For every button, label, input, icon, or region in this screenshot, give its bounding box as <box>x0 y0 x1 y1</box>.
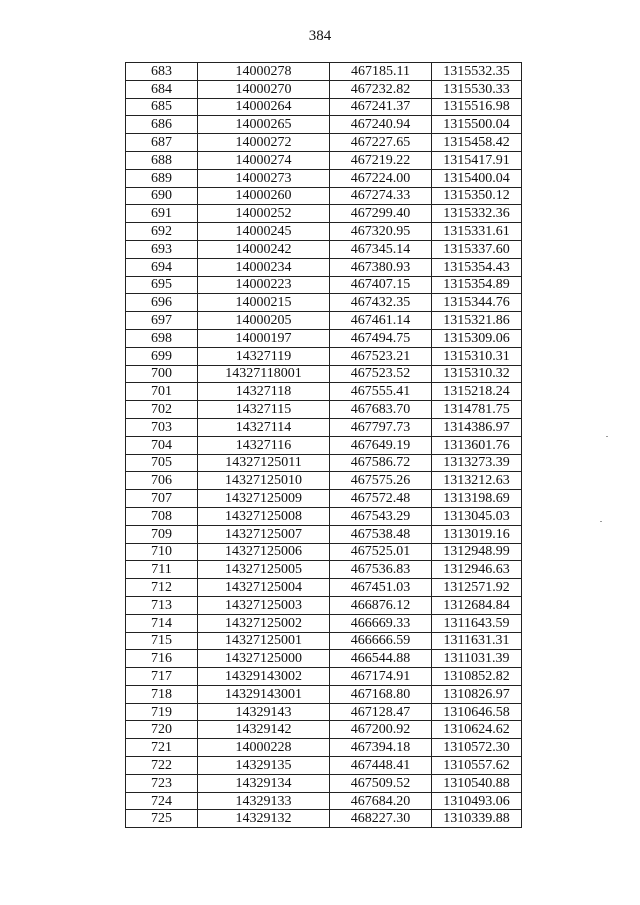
table-row <box>126 240 522 258</box>
y-coordinate-cell: 1315417.91 <box>432 151 522 169</box>
y-coordinate-cell: 1315218.24 <box>432 383 522 401</box>
x-coordinate-cell: 467227.65 <box>330 134 432 152</box>
point-id-cell: 14000274 <box>198 151 330 169</box>
x-coordinate-cell: 466666.59 <box>330 632 432 650</box>
point-number-cell: 705 <box>126 454 198 472</box>
table-row <box>126 490 522 508</box>
point-number-cell: 704 <box>126 436 198 454</box>
y-coordinate-cell: 1310826.97 <box>432 685 522 703</box>
y-coordinate-cell: 1310493.06 <box>432 792 522 810</box>
point-id-cell: 14329133 <box>198 792 330 810</box>
x-coordinate-cell: 467274.33 <box>330 187 432 205</box>
point-number-cell: 683 <box>126 63 198 81</box>
y-coordinate-cell: 1315337.60 <box>432 240 522 258</box>
point-number-cell: 694 <box>126 258 198 276</box>
x-coordinate-cell: 467509.52 <box>330 774 432 792</box>
point-number-cell: 712 <box>126 579 198 597</box>
table-row <box>126 80 522 98</box>
point-id-cell: 14000197 <box>198 329 330 347</box>
point-id-cell: 14000265 <box>198 116 330 134</box>
point-number-cell: 724 <box>126 792 198 810</box>
y-coordinate-cell: 1310852.82 <box>432 668 522 686</box>
point-id-cell: 14000245 <box>198 223 330 241</box>
table-row <box>126 543 522 561</box>
point-id-cell: 14329143002 <box>198 668 330 686</box>
point-number-cell: 686 <box>126 116 198 134</box>
x-coordinate-cell: 467543.29 <box>330 507 432 525</box>
table-row <box>126 757 522 775</box>
x-coordinate-cell: 466876.12 <box>330 596 432 614</box>
point-number-cell: 721 <box>126 739 198 757</box>
point-id-cell: 14327125005 <box>198 561 330 579</box>
x-coordinate-cell: 467683.70 <box>330 401 432 419</box>
table-row <box>126 134 522 152</box>
point-number-cell: 707 <box>126 490 198 508</box>
scan-speck <box>600 521 602 522</box>
table-row <box>126 507 522 525</box>
y-coordinate-cell: 1310624.62 <box>432 721 522 739</box>
point-id-cell: 14329143001 <box>198 685 330 703</box>
x-coordinate-cell: 467555.41 <box>330 383 432 401</box>
point-number-cell: 716 <box>126 650 198 668</box>
x-coordinate-cell: 467538.48 <box>330 525 432 543</box>
scan-speck <box>606 436 608 437</box>
x-coordinate-cell: 466669.33 <box>330 614 432 632</box>
x-coordinate-cell: 467461.14 <box>330 312 432 330</box>
point-id-cell: 14327119 <box>198 347 330 365</box>
table-row <box>126 151 522 169</box>
table-row <box>126 614 522 632</box>
point-id-cell: 14329134 <box>198 774 330 792</box>
y-coordinate-cell: 1310646.58 <box>432 703 522 721</box>
table-row <box>126 347 522 365</box>
y-coordinate-cell: 1310339.88 <box>432 810 522 828</box>
x-coordinate-cell: 467451.03 <box>330 579 432 597</box>
y-coordinate-cell: 1313273.39 <box>432 454 522 472</box>
table-row <box>126 63 522 81</box>
table-row <box>126 329 522 347</box>
x-coordinate-cell: 467200.92 <box>330 721 432 739</box>
x-coordinate-cell: 467219.22 <box>330 151 432 169</box>
coordinates-table <box>125 62 522 828</box>
point-id-cell: 14327125004 <box>198 579 330 597</box>
point-id-cell: 14000270 <box>198 80 330 98</box>
point-number-cell: 706 <box>126 472 198 490</box>
x-coordinate-cell: 468227.30 <box>330 810 432 828</box>
y-coordinate-cell: 1313212.63 <box>432 472 522 490</box>
point-id-cell: 14327125008 <box>198 507 330 525</box>
x-coordinate-cell: 467168.80 <box>330 685 432 703</box>
point-number-cell: 702 <box>126 401 198 419</box>
y-coordinate-cell: 1315354.89 <box>432 276 522 294</box>
point-number-cell: 715 <box>126 632 198 650</box>
x-coordinate-cell: 467232.82 <box>330 80 432 98</box>
point-id-cell: 14327125003 <box>198 596 330 614</box>
table-row <box>126 685 522 703</box>
x-coordinate-cell: 467185.11 <box>330 63 432 81</box>
point-id-cell: 14000215 <box>198 294 330 312</box>
x-coordinate-cell: 467394.18 <box>330 739 432 757</box>
table-row <box>126 810 522 828</box>
x-coordinate-cell: 467345.14 <box>330 240 432 258</box>
point-id-cell: 14000278 <box>198 63 330 81</box>
table-row <box>126 401 522 419</box>
point-id-cell: 14327125000 <box>198 650 330 668</box>
point-id-cell: 14327125001 <box>198 632 330 650</box>
x-coordinate-cell: 467448.41 <box>330 757 432 775</box>
point-number-cell: 709 <box>126 525 198 543</box>
point-id-cell: 14329143 <box>198 703 330 721</box>
y-coordinate-cell: 1312571.92 <box>432 579 522 597</box>
point-id-cell: 14000272 <box>198 134 330 152</box>
point-number-cell: 689 <box>126 169 198 187</box>
x-coordinate-cell: 467380.93 <box>330 258 432 276</box>
table-row <box>126 205 522 223</box>
table-row <box>126 383 522 401</box>
table-row <box>126 632 522 650</box>
table-row <box>126 312 522 330</box>
page-number: 384 <box>308 28 332 44</box>
table-row <box>126 418 522 436</box>
y-coordinate-cell: 1313198.69 <box>432 490 522 508</box>
x-coordinate-cell: 467494.75 <box>330 329 432 347</box>
point-number-cell: 722 <box>126 757 198 775</box>
x-coordinate-cell: 467224.00 <box>330 169 432 187</box>
y-coordinate-cell: 1315500.04 <box>432 116 522 134</box>
coordinates-table-body <box>126 63 522 828</box>
point-number-cell: 693 <box>126 240 198 258</box>
point-id-cell: 14000234 <box>198 258 330 276</box>
table-row <box>126 561 522 579</box>
table-row <box>126 223 522 241</box>
x-coordinate-cell: 467586.72 <box>330 454 432 472</box>
y-coordinate-cell: 1310540.88 <box>432 774 522 792</box>
point-id-cell: 14327125002 <box>198 614 330 632</box>
point-id-cell: 14327118001 <box>198 365 330 383</box>
y-coordinate-cell: 1315400.04 <box>432 169 522 187</box>
y-coordinate-cell: 1315310.31 <box>432 347 522 365</box>
point-number-cell: 719 <box>126 703 198 721</box>
x-coordinate-cell: 467240.94 <box>330 116 432 134</box>
point-number-cell: 700 <box>126 365 198 383</box>
point-number-cell: 684 <box>126 80 198 98</box>
point-id-cell: 14329132 <box>198 810 330 828</box>
y-coordinate-cell: 1315331.61 <box>432 223 522 241</box>
point-id-cell: 14000228 <box>198 739 330 757</box>
x-coordinate-cell: 467241.37 <box>330 98 432 116</box>
y-coordinate-cell: 1315321.86 <box>432 312 522 330</box>
point-id-cell: 14000273 <box>198 169 330 187</box>
point-number-cell: 713 <box>126 596 198 614</box>
y-coordinate-cell: 1315309.06 <box>432 329 522 347</box>
point-number-cell: 687 <box>126 134 198 152</box>
point-number-cell: 717 <box>126 668 198 686</box>
table-row <box>126 668 522 686</box>
point-number-cell: 690 <box>126 187 198 205</box>
table-row <box>126 454 522 472</box>
point-id-cell: 14329142 <box>198 721 330 739</box>
y-coordinate-cell: 1313045.03 <box>432 507 522 525</box>
point-id-cell: 14000242 <box>198 240 330 258</box>
point-id-cell: 14327125006 <box>198 543 330 561</box>
y-coordinate-cell: 1314781.75 <box>432 401 522 419</box>
x-coordinate-cell: 467523.52 <box>330 365 432 383</box>
y-coordinate-cell: 1312684.84 <box>432 596 522 614</box>
table-row <box>126 579 522 597</box>
x-coordinate-cell: 467174.91 <box>330 668 432 686</box>
y-coordinate-cell: 1315458.42 <box>432 134 522 152</box>
y-coordinate-cell: 1315332.36 <box>432 205 522 223</box>
point-number-cell: 725 <box>126 810 198 828</box>
y-coordinate-cell: 1311631.31 <box>432 632 522 650</box>
point-number-cell: 703 <box>126 418 198 436</box>
table-row <box>126 774 522 792</box>
point-id-cell: 14327118 <box>198 383 330 401</box>
table-row <box>126 258 522 276</box>
table-row <box>126 596 522 614</box>
point-id-cell: 14327115 <box>198 401 330 419</box>
y-coordinate-cell: 1313601.76 <box>432 436 522 454</box>
y-coordinate-cell: 1311031.39 <box>432 650 522 668</box>
y-coordinate-cell: 1315310.32 <box>432 365 522 383</box>
point-number-cell: 699 <box>126 347 198 365</box>
table-row <box>126 792 522 810</box>
x-coordinate-cell: 467299.40 <box>330 205 432 223</box>
x-coordinate-cell: 467797.73 <box>330 418 432 436</box>
y-coordinate-cell: 1310572.30 <box>432 739 522 757</box>
table-row <box>126 276 522 294</box>
point-number-cell: 691 <box>126 205 198 223</box>
point-id-cell: 14327125011 <box>198 454 330 472</box>
y-coordinate-cell: 1315516.98 <box>432 98 522 116</box>
point-number-cell: 692 <box>126 223 198 241</box>
y-coordinate-cell: 1315532.35 <box>432 63 522 81</box>
table-row <box>126 472 522 490</box>
table-row <box>126 650 522 668</box>
y-coordinate-cell: 1310557.62 <box>432 757 522 775</box>
table-row <box>126 98 522 116</box>
point-number-cell: 685 <box>126 98 198 116</box>
y-coordinate-cell: 1314386.97 <box>432 418 522 436</box>
y-coordinate-cell: 1312948.99 <box>432 543 522 561</box>
table-row <box>126 721 522 739</box>
y-coordinate-cell: 1315350.12 <box>432 187 522 205</box>
x-coordinate-cell: 467575.26 <box>330 472 432 490</box>
point-number-cell: 718 <box>126 685 198 703</box>
table-row <box>126 187 522 205</box>
x-coordinate-cell: 467523.21 <box>330 347 432 365</box>
x-coordinate-cell: 467572.48 <box>330 490 432 508</box>
x-coordinate-cell: 467536.83 <box>330 561 432 579</box>
point-number-cell: 720 <box>126 721 198 739</box>
point-id-cell: 14327114 <box>198 418 330 436</box>
y-coordinate-cell: 1311643.59 <box>432 614 522 632</box>
point-id-cell: 14329135 <box>198 757 330 775</box>
point-id-cell: 14327125009 <box>198 490 330 508</box>
point-number-cell: 688 <box>126 151 198 169</box>
table-row <box>126 525 522 543</box>
point-id-cell: 14000252 <box>198 205 330 223</box>
x-coordinate-cell: 467649.19 <box>330 436 432 454</box>
point-id-cell: 14327125007 <box>198 525 330 543</box>
table-row <box>126 436 522 454</box>
x-coordinate-cell: 466544.88 <box>330 650 432 668</box>
point-number-cell: 723 <box>126 774 198 792</box>
y-coordinate-cell: 1312946.63 <box>432 561 522 579</box>
point-id-cell: 14000260 <box>198 187 330 205</box>
point-id-cell: 14000205 <box>198 312 330 330</box>
table-row <box>126 116 522 134</box>
y-coordinate-cell: 1315530.33 <box>432 80 522 98</box>
point-number-cell: 697 <box>126 312 198 330</box>
point-number-cell: 701 <box>126 383 198 401</box>
point-number-cell: 698 <box>126 329 198 347</box>
y-coordinate-cell: 1313019.16 <box>432 525 522 543</box>
x-coordinate-cell: 467525.01 <box>330 543 432 561</box>
table-row <box>126 294 522 312</box>
x-coordinate-cell: 467320.95 <box>330 223 432 241</box>
point-id-cell: 14000223 <box>198 276 330 294</box>
point-number-cell: 710 <box>126 543 198 561</box>
x-coordinate-cell: 467407.15 <box>330 276 432 294</box>
x-coordinate-cell: 467684.20 <box>330 792 432 810</box>
point-number-cell: 714 <box>126 614 198 632</box>
y-coordinate-cell: 1315344.76 <box>432 294 522 312</box>
table-row <box>126 365 522 383</box>
point-number-cell: 696 <box>126 294 198 312</box>
table-row <box>126 703 522 721</box>
x-coordinate-cell: 467432.35 <box>330 294 432 312</box>
table-row <box>126 169 522 187</box>
y-coordinate-cell: 1315354.43 <box>432 258 522 276</box>
point-number-cell: 711 <box>126 561 198 579</box>
point-id-cell: 14327116 <box>198 436 330 454</box>
point-id-cell: 14000264 <box>198 98 330 116</box>
point-number-cell: 708 <box>126 507 198 525</box>
point-id-cell: 14327125010 <box>198 472 330 490</box>
table-row <box>126 739 522 757</box>
point-number-cell: 695 <box>126 276 198 294</box>
x-coordinate-cell: 467128.47 <box>330 703 432 721</box>
